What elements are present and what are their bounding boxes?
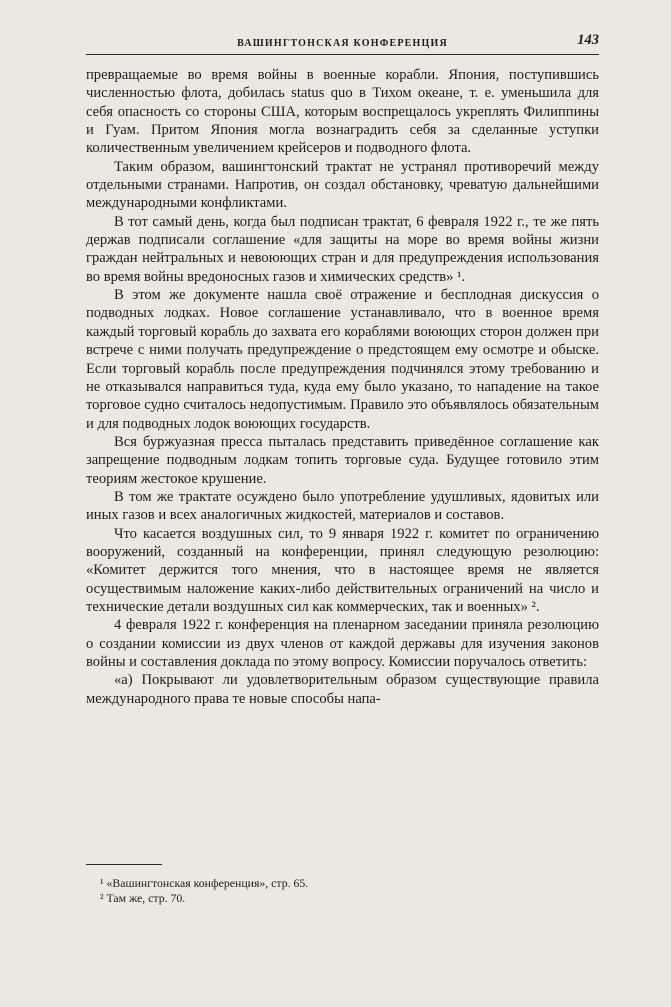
footnote-2: ² Там же, стр. 70. xyxy=(100,891,186,905)
header-rule xyxy=(86,54,599,55)
paragraph-3: В тот самый день, когда был подписан трактат, 6 февраля 1922 г., те же пять держав подписали соглашение «для защиты на море во время войны жизни граждан нейтральных и невоюющих стран и для предупреждения использования во время войны вредоносных газов и химических средств» ¹. xyxy=(86,213,599,285)
paragraph-4: В этом же документе нашла своё отражение и бесплодная дискуссия о подводных лодках. Новое соглашение устанавливало, что в военное время каждый торговый корабль до захвата его кораблями воюющих сторон должен при встрече с ними получать предупреждение о предстоящем ему осмотре и обыске. Если торговый корабль после предупреждения подчинялся этому требованию и не отказывался направиться туда, куда ему было указано, то нападение на такое торговое судно считалось недопустимым. Правило это объявлялось обязательным и для подводных лодок воюющих государств. xyxy=(86,287,599,432)
body-text xyxy=(86,66,599,708)
paragraph-1: превращаемые во время войны в военные корабли. Япония, поступившись численностью флота, добилась status quo в Тихом океане, т. е. уменьшила для себя опасность со стороны США, которым воспрещалось укреплять Филиппины и Гуам. Притом Япония могла вознаградить себя за сделанные уступки количественным увеличением крейсеров и подводного флота. xyxy=(86,67,599,157)
paragraph-2: Таким образом, вашингтонский трактат не устранял противоречий между отдельными странами. Напротив, он создал обстановку, чреватую дальнейшими международными конфликтами. xyxy=(86,158,599,212)
footnotes xyxy=(86,876,599,906)
footnote-rule xyxy=(86,864,162,865)
paragraph-5: Вся буржуазная пресса пыталась представить приведённое соглашение как запрещение подводным лодкам топить торговые суда. Будущее готовило этим теориям жестокое крушение. xyxy=(86,433,599,487)
footnote-1: ¹ «Вашингтонская конференция», стр. 65. xyxy=(100,876,309,890)
running-title: ВАШИНГТОНСКАЯ КОНФЕРЕНЦИЯ xyxy=(237,38,448,49)
paragraph-7: Что касается воздушных сил, то 9 января 1922 г. комитет по ограничению вооружений, созданный на конференции, принял следующую резолюцию: «Комитет держится того мнения, что в настоящее время не является осуществимым наложение каких-либо действительных ограничений на число и технические детали воздушных сил как коммерческих, так и военных» ². xyxy=(86,525,599,615)
page-number: 143 xyxy=(577,32,599,48)
paragraph-9: «а) Покрывают ли удовлетворительным образом существующие правила международного права те новые способы напа- xyxy=(86,672,599,707)
page-header xyxy=(86,32,599,54)
paragraph-8: 4 февраля 1922 г. конференция на пленарном заседании приняла резолюцию о создании комиссии из двух членов от каждой державы для изучения законов войны и составления доклада по этому вопросу. Комиссии поручалось ответить: xyxy=(86,617,599,670)
paragraph-6: В том же трактате осуждено было употребление удушливых, ядовитых или иных газов и всех аналогичных жидкостей, материалов и составов. xyxy=(86,488,599,524)
